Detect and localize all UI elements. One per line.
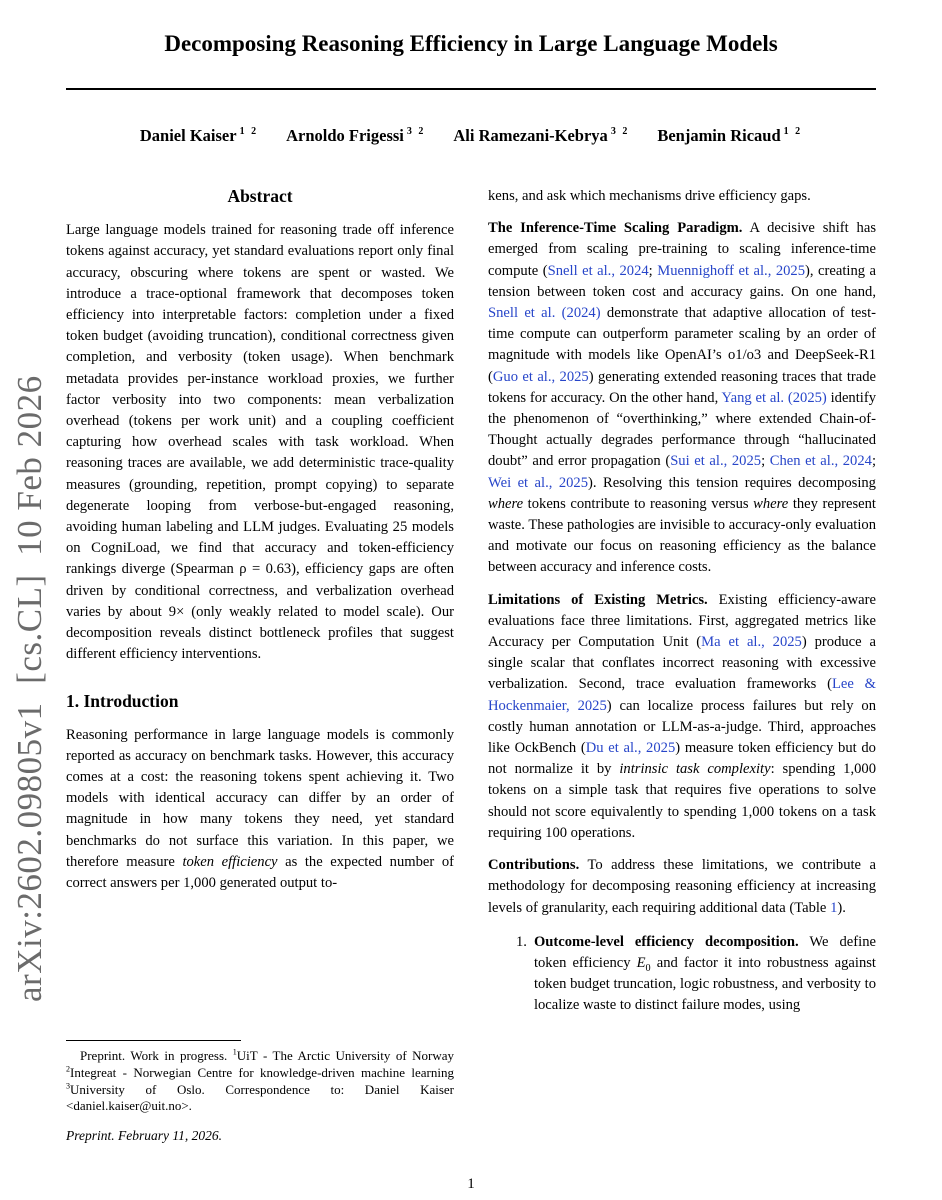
- citation-link[interactable]: 1: [830, 899, 838, 916]
- text-segment: ) can localize process failures but rely on costly human annotation or LLM-as-a-judge. Third, approaches like OckBench (: [488, 697, 876, 757]
- citation-link[interactable]: Muennighoff et al., 2025: [657, 262, 806, 279]
- list-item-text: [534, 932, 876, 1017]
- contribution-list-item: [488, 932, 876, 1017]
- citation-link[interactable]: Sui et al., 2025: [670, 453, 762, 470]
- text-segment: demonstrate that adaptive allocation of test-time compute can outperform parameter scaling by an order of magnitude with models like OpenAI’s o1/o3 and DeepSeek-R1 (: [488, 305, 876, 385]
- citation-link[interactable]: Lee & Hockenmaier, 2025: [488, 676, 876, 714]
- citation-link[interactable]: Guo et al., 2025: [492, 368, 589, 385]
- section-heading-introduction: 1. Introduction: [66, 691, 179, 712]
- text-segment: University of Oslo. Correspondence to: Daniel Kaiser <daniel.kaiser@uit.no>.: [66, 1081, 454, 1114]
- text-segment: Integreat - Norwegian Centre for knowledge-driven machine learning: [70, 1064, 454, 1080]
- right-column: [488, 186, 876, 1174]
- text-segment: ) generating extended reasoning traces that trade tokens for accuracy. On the other hand,: [488, 368, 876, 406]
- author: [286, 126, 425, 146]
- abstract-heading: Abstract: [227, 186, 293, 206]
- footnote-rule: [66, 1040, 241, 1041]
- text-segment: and factor it into robustness against token budget truncation, logic robustness, and verbosity to localize waste to distinct failure modes, using: [533, 954, 876, 1014]
- italic-text: token efficiency: [182, 853, 278, 870]
- footnote-block: [66, 1036, 454, 1144]
- text-segment: Large language models trained for reasoning trade off inference tokens against accuracy, yet standard evaluations report only final accuracy, obscuring where tokens are spent or wasted. We introduce a trace-optional framework that decomposes token efficiency into interpretable factors: completion under a fixed token budget (avoiding truncation), conditional correctness given completion, and verbosity (token usage). When benchmark metadata provides per-instance workload proxies, we further factor verbosity into two components: mean verbalization overhead (tokens per work unit) and a coupling coefficient capturing how overhead scales with task workload. When reasoning traces are available, we add deterministic trace-quality measures (grounding, repetition, prompt copying) to separate degenerate looping from verbose-but-engaged reasoning, avoiding human labeling and LLM judges. Evaluating 25 models on CogniLoad, we find that accuracy and token-efficiency rankings diverge (Spearman ρ = 0.63), efficiency gaps are often driven by conditional correctness, and verbalization overhead varies by about 9× (only weakly related to model scale). Our decomposition reveals distinct bottleneck profiles that suggest different efficiency interventions.: [66, 222, 454, 663]
- author-affiliation-marks: 1 2: [783, 126, 803, 138]
- citation-link[interactable]: Snell et al. (2024): [488, 305, 601, 322]
- citation-link[interactable]: Du et al., 2025: [585, 740, 676, 757]
- superscript-mark: 3: [66, 1081, 71, 1091]
- page-number: 1: [467, 1176, 475, 1192]
- bold-lead: The Inference-Time Scaling Paradigm.: [488, 220, 743, 237]
- authors-line: [0, 126, 942, 146]
- text-segment: ) measure token efficiency but do not normalize it by: [488, 740, 876, 778]
- text-segment: Reasoning performance in large language models is commonly reported as accuracy on benchmark tasks. However, this accuracy comes at a cost: the reasoning tokens spent achieving it. Two models with identical accuracy can differ by an order of magnitude in how many tokens they need, yet standard benchmarks do not surface this variation. In this paper, we therefore measure: [66, 726, 454, 870]
- text-segment: ). Resolving this tension requires decomposing: [588, 474, 876, 491]
- title-rule: [66, 88, 876, 90]
- body-paragraph: [488, 186, 876, 207]
- text-segment: UiT - The Arctic University of Norway: [236, 1048, 454, 1063]
- text-segment: ;: [761, 453, 770, 470]
- bold-lead: Outcome-level efficiency decomposition.: [533, 933, 799, 950]
- citation-link[interactable]: Snell et al., 2024: [547, 262, 649, 279]
- text-segment: ).: [837, 899, 846, 916]
- arxiv-watermark: arXiv:2602.09805v1 [cs.CL] 10 Feb 2026: [10, 375, 49, 1002]
- text-segment: Preprint. Work in progress.: [80, 1048, 233, 1063]
- text-segment: tokens contribute to reasoning versus: [523, 495, 754, 512]
- text-segment: kens, and ask which mechanisms drive efficiency gaps.: [488, 188, 811, 204]
- text-segment: We define token efficiency: [533, 933, 876, 971]
- bold-lead: Limitations of Existing Metrics.: [488, 591, 708, 608]
- abstract-text: [66, 220, 454, 665]
- author: [140, 126, 258, 146]
- author: [453, 126, 629, 146]
- text-segment: A decisive shift has emerged from scaling pre-training to scaling inference-time compute (: [488, 220, 876, 279]
- text-segment: as the expected number of correct answers per 1,000 generated output to-: [66, 853, 454, 892]
- left-column: [66, 186, 454, 1174]
- citation-link[interactable]: Ma et al., 2025: [701, 634, 802, 651]
- paper-title: Decomposing Reasoning Efficiency in Large Language Models: [164, 31, 778, 56]
- subscript-mark: 0: [645, 962, 651, 974]
- superscript-mark: 2: [66, 1064, 71, 1074]
- author-name: Benjamin Ricaud: [657, 125, 781, 145]
- author-name: Daniel Kaiser: [139, 125, 237, 145]
- italic-text: E: [636, 954, 646, 971]
- author-affiliation-marks: 3 2: [610, 126, 630, 138]
- bold-lead: Contributions.: [488, 857, 580, 874]
- author-name: Arnoldo Frigessi: [286, 125, 404, 145]
- body-paragraph: [488, 590, 876, 844]
- author-affiliation-marks: 1 2: [239, 126, 259, 138]
- footnote-text: [66, 1048, 454, 1115]
- text-segment: identify the phenomenon of “overthinking,” where extended Chain-of-Thought actually degrades performance through “hallucinated doubt” and error propagation (: [488, 389, 876, 470]
- body-paragraph: [488, 218, 876, 578]
- citation-link[interactable]: Chen et al., 2024: [769, 453, 872, 470]
- citation-link[interactable]: Yang et al. (2025): [721, 389, 827, 406]
- text-segment: ;: [648, 262, 658, 279]
- author-affiliation-marks: 3 2: [406, 126, 426, 138]
- body-paragraph: [488, 855, 876, 919]
- superscript-mark: 1: [232, 1047, 237, 1057]
- list-number: 1.: [516, 933, 527, 950]
- text-segment: ), creating a tension between token cost and accuracy gains. On one hand,: [488, 262, 876, 300]
- text-segment: they represent waste. These pathologies are invisible to accuracy-only evaluation and motivate our focus on reasoning efficiency as the balance between accuracy and inference costs.: [488, 495, 876, 576]
- text-segment: Existing efficiency-aware evaluations face three limitations. First, aggregated metrics like Accuracy per Computation Unit (: [488, 591, 876, 651]
- italic-text: intrinsic task complexity: [619, 761, 771, 778]
- two-column-body: [66, 186, 876, 1174]
- preprint-date-note: Preprint. February 11, 2026.: [66, 1128, 222, 1144]
- author: [657, 126, 802, 146]
- text-segment: ;: [871, 453, 876, 470]
- citation-link[interactable]: Wei et al., 2025: [488, 474, 589, 491]
- text-segment: ) produce a single scalar that conflates incorrect reasoning with excessive verbalization. Second, trace evaluation frameworks (: [488, 634, 876, 693]
- italic-text: where: [488, 495, 524, 512]
- introduction-paragraph: [66, 725, 454, 895]
- italic-text: where: [753, 495, 789, 512]
- author-name: Ali Ramezani-Kebrya: [453, 125, 608, 145]
- text-segment: : spending 1,000 tokens on a simple task that requires five operations to solve should not score equivalently to spending 1,000 tokens on a task requiring 100 operations.: [488, 761, 876, 841]
- text-segment: To address these limitations, we contribute a methodology for decomposing reasoning efficiency at increasing levels of granularity, each requiring additional data (Table: [488, 857, 876, 916]
